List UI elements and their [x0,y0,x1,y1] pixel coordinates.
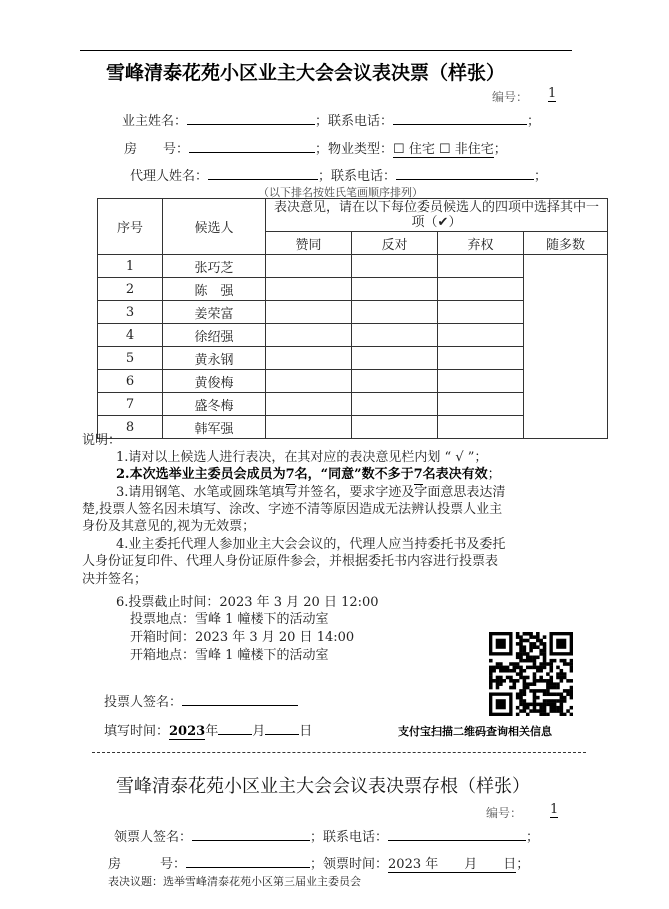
option-non-residential[interactable]: ☐ 非住宅 [438,142,494,157]
day-unit: 日 [299,724,313,739]
cut-line [92,752,586,753]
stub-room-field[interactable] [186,853,310,868]
oppose-cell[interactable] [352,347,438,370]
candidate-name: 黄永钢 [163,347,266,370]
stub-phone-field[interactable] [388,826,526,841]
owner-name-field[interactable] [187,110,315,125]
agree-max-count: 7 [414,466,423,485]
abstain-cell[interactable] [438,255,524,278]
oppose-cell[interactable] [352,370,438,393]
note-3b: 楚,投票人签名因未填写、涂改、字迹不清等原因造成无法辨认投票人业主 [82,502,503,517]
owner-name-label: 业主姓名： [122,114,188,129]
row-index: 5 [98,347,163,370]
ballot-number: 1 [548,86,557,101]
candidate-row [98,255,608,278]
row-index: 4 [98,324,163,347]
agree-cell[interactable] [266,370,352,393]
candidate-name: 姜荣富 [163,301,266,324]
semicolon: ； [487,467,501,482]
agree-cell[interactable] [266,393,352,416]
room-field[interactable] [189,138,315,153]
row-index: 3 [98,301,163,324]
member-count: 7 [286,466,295,485]
topic-label: 表决议题： [108,875,163,888]
receiver-label: 领票人签名： [114,830,193,845]
stub-room-row [108,853,529,873]
note-3c: 身份及其意见的,视为无效票； [82,519,256,534]
note-2-text: 名表决有效 [422,467,488,482]
agree-cell[interactable] [266,347,352,370]
property-type-options [393,138,494,158]
majority-cell[interactable] [524,255,608,439]
agree-cell[interactable] [266,324,352,347]
ballot-title: 雪峰清泰花苑小区业主大会会议表决票（样张） [106,62,506,84]
agree-cell[interactable] [266,278,352,301]
open-place: 开箱地点：雪峰 1 幢楼下的活动室 [130,648,329,663]
option-agree-header: 赞同 [266,232,352,255]
semicolon: ； [534,169,548,184]
receiver-row [114,826,539,845]
proxy-row [130,165,547,184]
opinion-header: 表决意见，请在以下每位委员候选人的四项中选择其中一项（✔） [266,199,608,232]
room-row [124,138,507,158]
open-time: 开箱时间：2023 年 3 月 20 日 14:00 [130,630,355,645]
semicolon: ； [526,830,540,845]
option-abstain-header: 弃权 [438,232,524,255]
qr-code-icon [489,632,573,716]
abstain-cell[interactable] [438,347,524,370]
semicolon: ； [516,857,530,872]
proxy-phone-field[interactable] [396,165,534,180]
voter-sign-row [104,691,298,710]
row-index: 2 [98,278,163,301]
note-4a: 4.业主委托代理人参加业主大会会议的，代理人应当持委托书及委托 [116,537,506,552]
abstain-cell[interactable] [438,301,524,324]
receiver-sign-field[interactable] [192,826,310,841]
qr-caption: 支付宝扫描二维码查询相关信息 [398,725,552,738]
oppose-cell[interactable] [352,255,438,278]
vote-place: 投票地点：雪峰 1 幢楼下的活动室 [130,612,329,627]
candidate-name: 张巧芝 [163,255,266,278]
abstain-cell[interactable] [438,324,524,347]
option-oppose-header: 反对 [352,232,438,255]
topic-text: 选举雪峰清泰花苑小区第三届业主委员会 [163,875,361,888]
vote-table [97,198,608,439]
agree-cell[interactable] [266,301,352,324]
fill-day-field[interactable] [265,720,299,735]
row-index: 7 [98,393,163,416]
year-unit: 年 [205,724,219,739]
semicolon: ； [493,142,507,157]
row-index: 1 [98,255,163,278]
stub-room-label: 房 号： [108,857,187,872]
abstain-cell[interactable] [438,278,524,301]
voter-sign-field[interactable] [182,691,298,706]
proxy-phone-label: ；联系电话： [318,169,397,184]
candidate-name: 陈 强 [163,278,266,301]
note-2-text: 2.本次选举业主委员会成员为 [116,467,286,482]
owner-phone-field[interactable] [393,110,527,125]
stub-number: 1 [550,802,559,817]
oppose-cell[interactable] [352,278,438,301]
proxy-name-field[interactable] [208,165,318,180]
oppose-cell[interactable] [352,393,438,416]
fill-time-row [104,720,312,740]
fill-time-label: 填写时间： [104,724,170,739]
candidate-name: 黄俊梅 [163,370,266,393]
order-note: （以下排名按姓氏笔画顺序排列） [258,186,423,199]
oppose-cell[interactable] [352,324,438,347]
note-6: 6.投票截止时间：2023 年 3 月 20 日 12:00 [116,595,379,610]
stub-phone-label: ；联系电话： [310,830,389,845]
col-index-header: 序号 [98,199,163,255]
abstain-cell[interactable] [438,416,524,439]
note-4c: 决并签名； [82,572,148,587]
agree-cell[interactable] [266,255,352,278]
note-4b: 人身份证复印件、代理人身份证原件参会，并根据委托书内容进行投票表 [82,554,499,569]
receive-time-value: 2023 年 月 日 [388,853,516,873]
phone-label: ；联系电话： [315,114,394,129]
row-index: 6 [98,370,163,393]
note-2-text: 名，“同意”数不多于 [294,467,414,482]
receive-time-label: ；领票时间： [310,857,389,872]
notes-heading: 说明： [82,433,122,448]
oppose-cell[interactable] [352,301,438,324]
candidate-name: 韩军强 [163,416,266,439]
semicolon: ； [527,114,541,129]
row-index: 8 [98,416,163,439]
room-label: 房 号： [124,142,190,157]
stub-title: 雪峰清泰花苑小区业主大会会议表决票存根（样张） [116,776,530,797]
voter-sign-label: 投票人签名： [104,695,183,710]
option-residential[interactable]: ☐ 住宅 [393,142,435,157]
note-3a: 3.请用钢笔、水笔或圆珠笔填写并签名，要求字迹及字面意思表达清 [116,485,506,500]
note-1: 1.请对以上候选人进行表决，在其对应的表决意见栏内划 “ √ ”； [116,450,488,465]
col-candidate-header: 候选人 [163,199,266,255]
agree-cell[interactable] [266,416,352,439]
candidate-name: 盛冬梅 [163,393,266,416]
note-2 [116,466,501,485]
abstain-cell[interactable] [438,370,524,393]
stub-number-label: 编号： [486,806,523,820]
month-unit: 月 [252,724,266,739]
property-type-label: ；物业类型： [315,142,394,157]
proxy-name-label: 代理人姓名： [130,169,209,184]
option-majority-header: 随多数 [524,232,608,255]
topic-row [108,873,361,889]
oppose-cell[interactable] [352,416,438,439]
candidate-name: 徐绍强 [163,324,266,347]
number-label: 编号： [492,90,529,104]
top-rule [80,50,572,51]
owner-name-row [122,110,540,129]
fill-year: 2023 [169,724,206,739]
fill-month-field[interactable] [218,720,252,735]
abstain-cell[interactable] [438,393,524,416]
